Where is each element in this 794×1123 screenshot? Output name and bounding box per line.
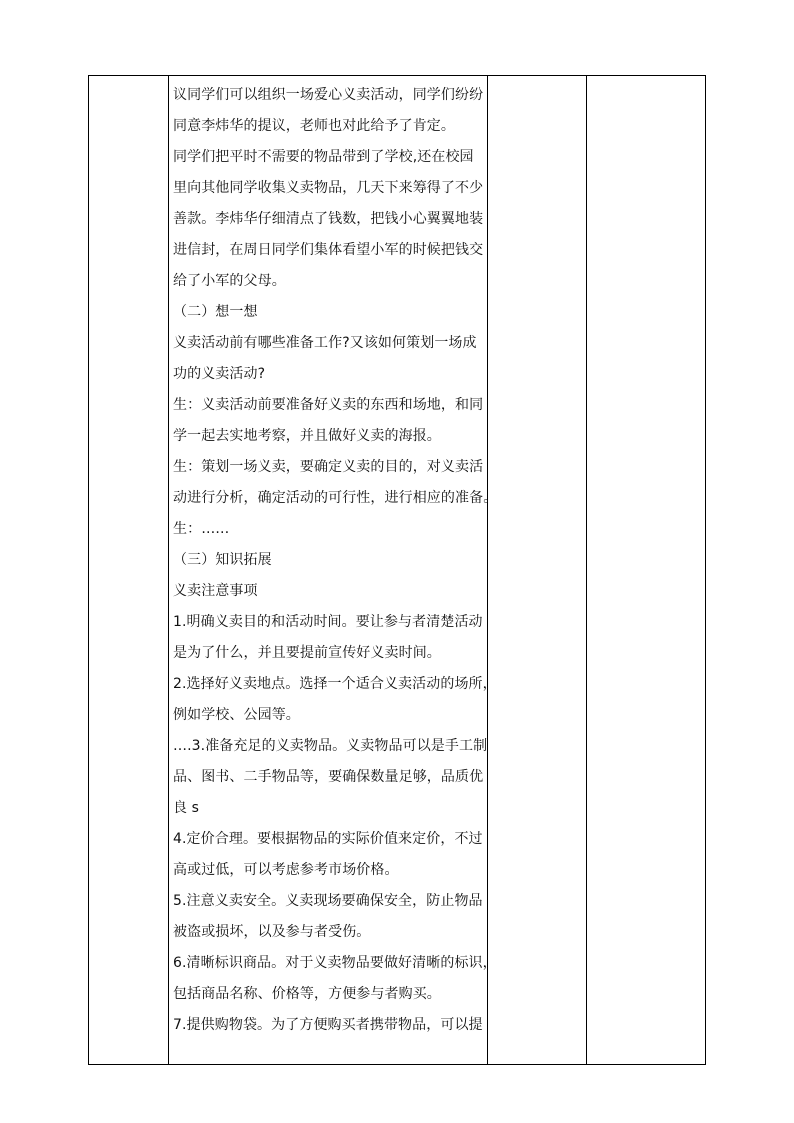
text-line: 同意李炜华的提议，老师也对此给予了肯定。	[173, 118, 455, 134]
lesson-content-cell	[173, 80, 498, 1041]
text-line: 良 s	[173, 800, 200, 816]
list-item: ….3.准备充足的义卖物品。义卖物品可以是手工制	[173, 738, 488, 754]
list-item: 5.注意义卖安全。义卖现场要确保安全，防止物品	[173, 893, 483, 909]
text-line: 动进行分析，确定活动的可行性，进行相应的准备。	[173, 490, 498, 506]
text-line: 是为了什么，并且要提前宣传好义卖时间。	[173, 645, 441, 661]
text-line: 学一起去实地考察，并且做好义卖的海报。	[173, 428, 441, 444]
text-line: 生：……	[173, 521, 230, 537]
text-line: 进信封，在周日同学们集体看望小军的时候把钱交	[173, 242, 484, 258]
column-divider-3	[586, 76, 587, 1064]
column-divider-2	[487, 76, 488, 1064]
column-divider-1	[168, 76, 169, 1064]
list-item: 2.选择好义卖地点。选择一个适合义卖活动的场所，	[173, 676, 497, 692]
list-item: 1.明确义卖目的和活动时间。要让参与者清楚活动	[173, 614, 483, 630]
text-line: 生：策划一场义卖，要确定义卖的目的，对义卖活	[173, 459, 484, 475]
text-line: 品、图书、二手物品等，要确保数量足够，品质优	[173, 769, 484, 785]
section-heading: （三）知识拓展	[173, 552, 272, 568]
list-item: 4.定价合理。要根据物品的实际价值来定价，不过	[173, 831, 483, 847]
list-item: 6.清晰标识商品。对于义卖物品要做好清晰的标识，	[173, 955, 497, 971]
text-line: 给了小军的父母。	[173, 273, 286, 289]
lesson-table	[88, 75, 706, 1065]
text-line: 高或过低，可以考虑参考市场价格。	[173, 862, 399, 878]
subheading: 义卖注意事项	[173, 583, 258, 599]
text-line: 里向其他同学收集义卖物品，几天下来筹得了不少	[173, 180, 484, 196]
text-line: 同学们把平时不需要的物品带到了学校,还在校园	[173, 149, 474, 165]
text-line: 议同学们可以组织一场爱心义卖活动，同学们纷纷	[173, 87, 484, 103]
text-line: 义卖活动前有哪些准备工作?又该如何策划一场成	[173, 335, 477, 351]
text-line: 善款。李炜华仔细清点了钱数，把钱小心翼翼地装	[173, 211, 484, 227]
text-line: 生：义卖活动前要准备好义卖的东西和场地，和同	[173, 397, 484, 413]
text-line: 例如学校、公园等。	[173, 707, 300, 723]
text-line: 功的义卖活动?	[173, 366, 266, 382]
text-line: 被盗或损坏，以及参与者受伤。	[173, 924, 371, 940]
list-item: 7.提供购物袋。为了方便购买者携带物品，可以提	[173, 1017, 483, 1033]
section-heading: （二）想一想	[173, 304, 258, 320]
text-line: 包括商品名称、价格等，方便参与者购买。	[173, 986, 441, 1002]
